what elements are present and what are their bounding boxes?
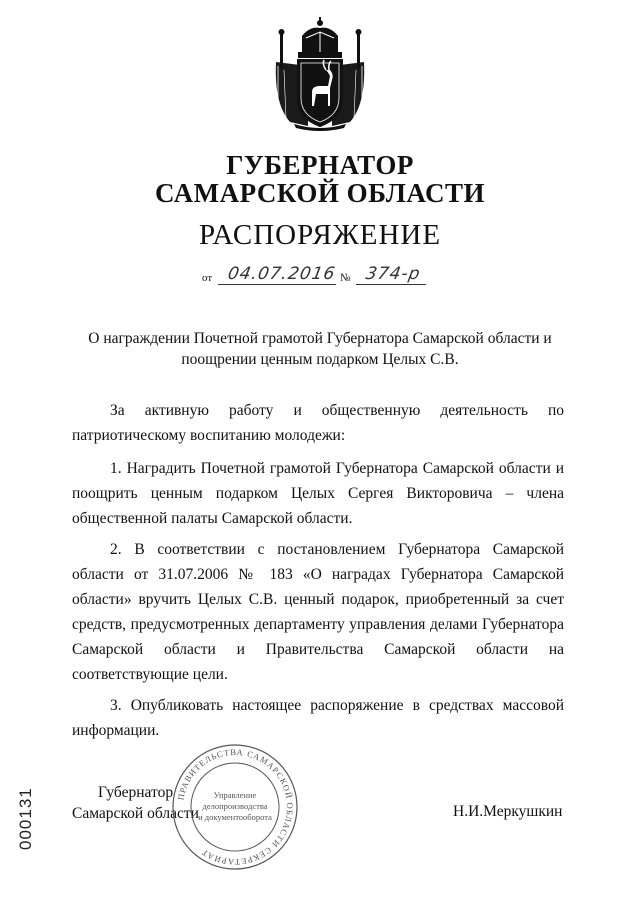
position-line1: Губернатор [98,784,174,801]
document-body [72,398,564,749]
document-subject [60,328,580,370]
date-number-line [200,262,440,288]
document-type-title: РАСПОРЯЖЕНИЕ [198,219,442,251]
stamp-ring-text: ПРАВИТЕЛЬСТВА САМАРСКОЙ ОБЛАСТИ СЕКРЕТАРИАТ [175,746,296,868]
date-label: от [202,272,213,284]
number-label: № [340,272,351,284]
subject-line1: О награждении Почетной грамотой Губернатора Самарской области и [88,330,552,347]
samara-coat-of-arms-icon [268,14,372,132]
handwritten-date: 04.07.2016 [226,264,338,284]
issuer-title-line1: ГУБЕРНАТОР [226,150,414,180]
body-item-1: 1. Наградить Почетной грамотой Губернатора Самарской области и поощрить ценным подарком Целых Сергея Викторовича – члена общественной палаты Самарской области. [72,460,564,527]
subject-line2: поощрении ценным подарком Целых С.В. [181,351,459,368]
body-item-3: 3. Опубликовать настоящее распоряжение в средствах массовой информации. [72,697,564,739]
body-preamble: За активную работу и общественную деятельность по патриотическому воспитанию молодежи: [72,402,564,444]
issuer-title-line2: САМАРСКОЙ ОБЛАСТИ [154,178,486,208]
stamp-center-line1: Управление [213,790,257,800]
registration-number: 000131 [16,787,35,850]
signatory-name: Н.И.Меркушкин [453,803,563,820]
body-item-2: 2. В соответствии с постановлением Губернатора Самарской области от 31.07.2006 № 183 «О наградах Губернатора Самарской области» вручить Целых С.В. ценный подарок, приобретенный за счет средств, предусмотренных департаменту управления делами Губернатора Самарской области и Правительства Самарской области на соответствующие цели. [72,541,564,683]
stamp-center-line3: и документооборота [198,812,272,822]
stamp-center-line2: делопроизводства [202,801,268,811]
handwritten-number: 374-р [364,264,423,284]
position-line2: Самарской области [72,805,199,822]
official-stamp [170,742,300,872]
